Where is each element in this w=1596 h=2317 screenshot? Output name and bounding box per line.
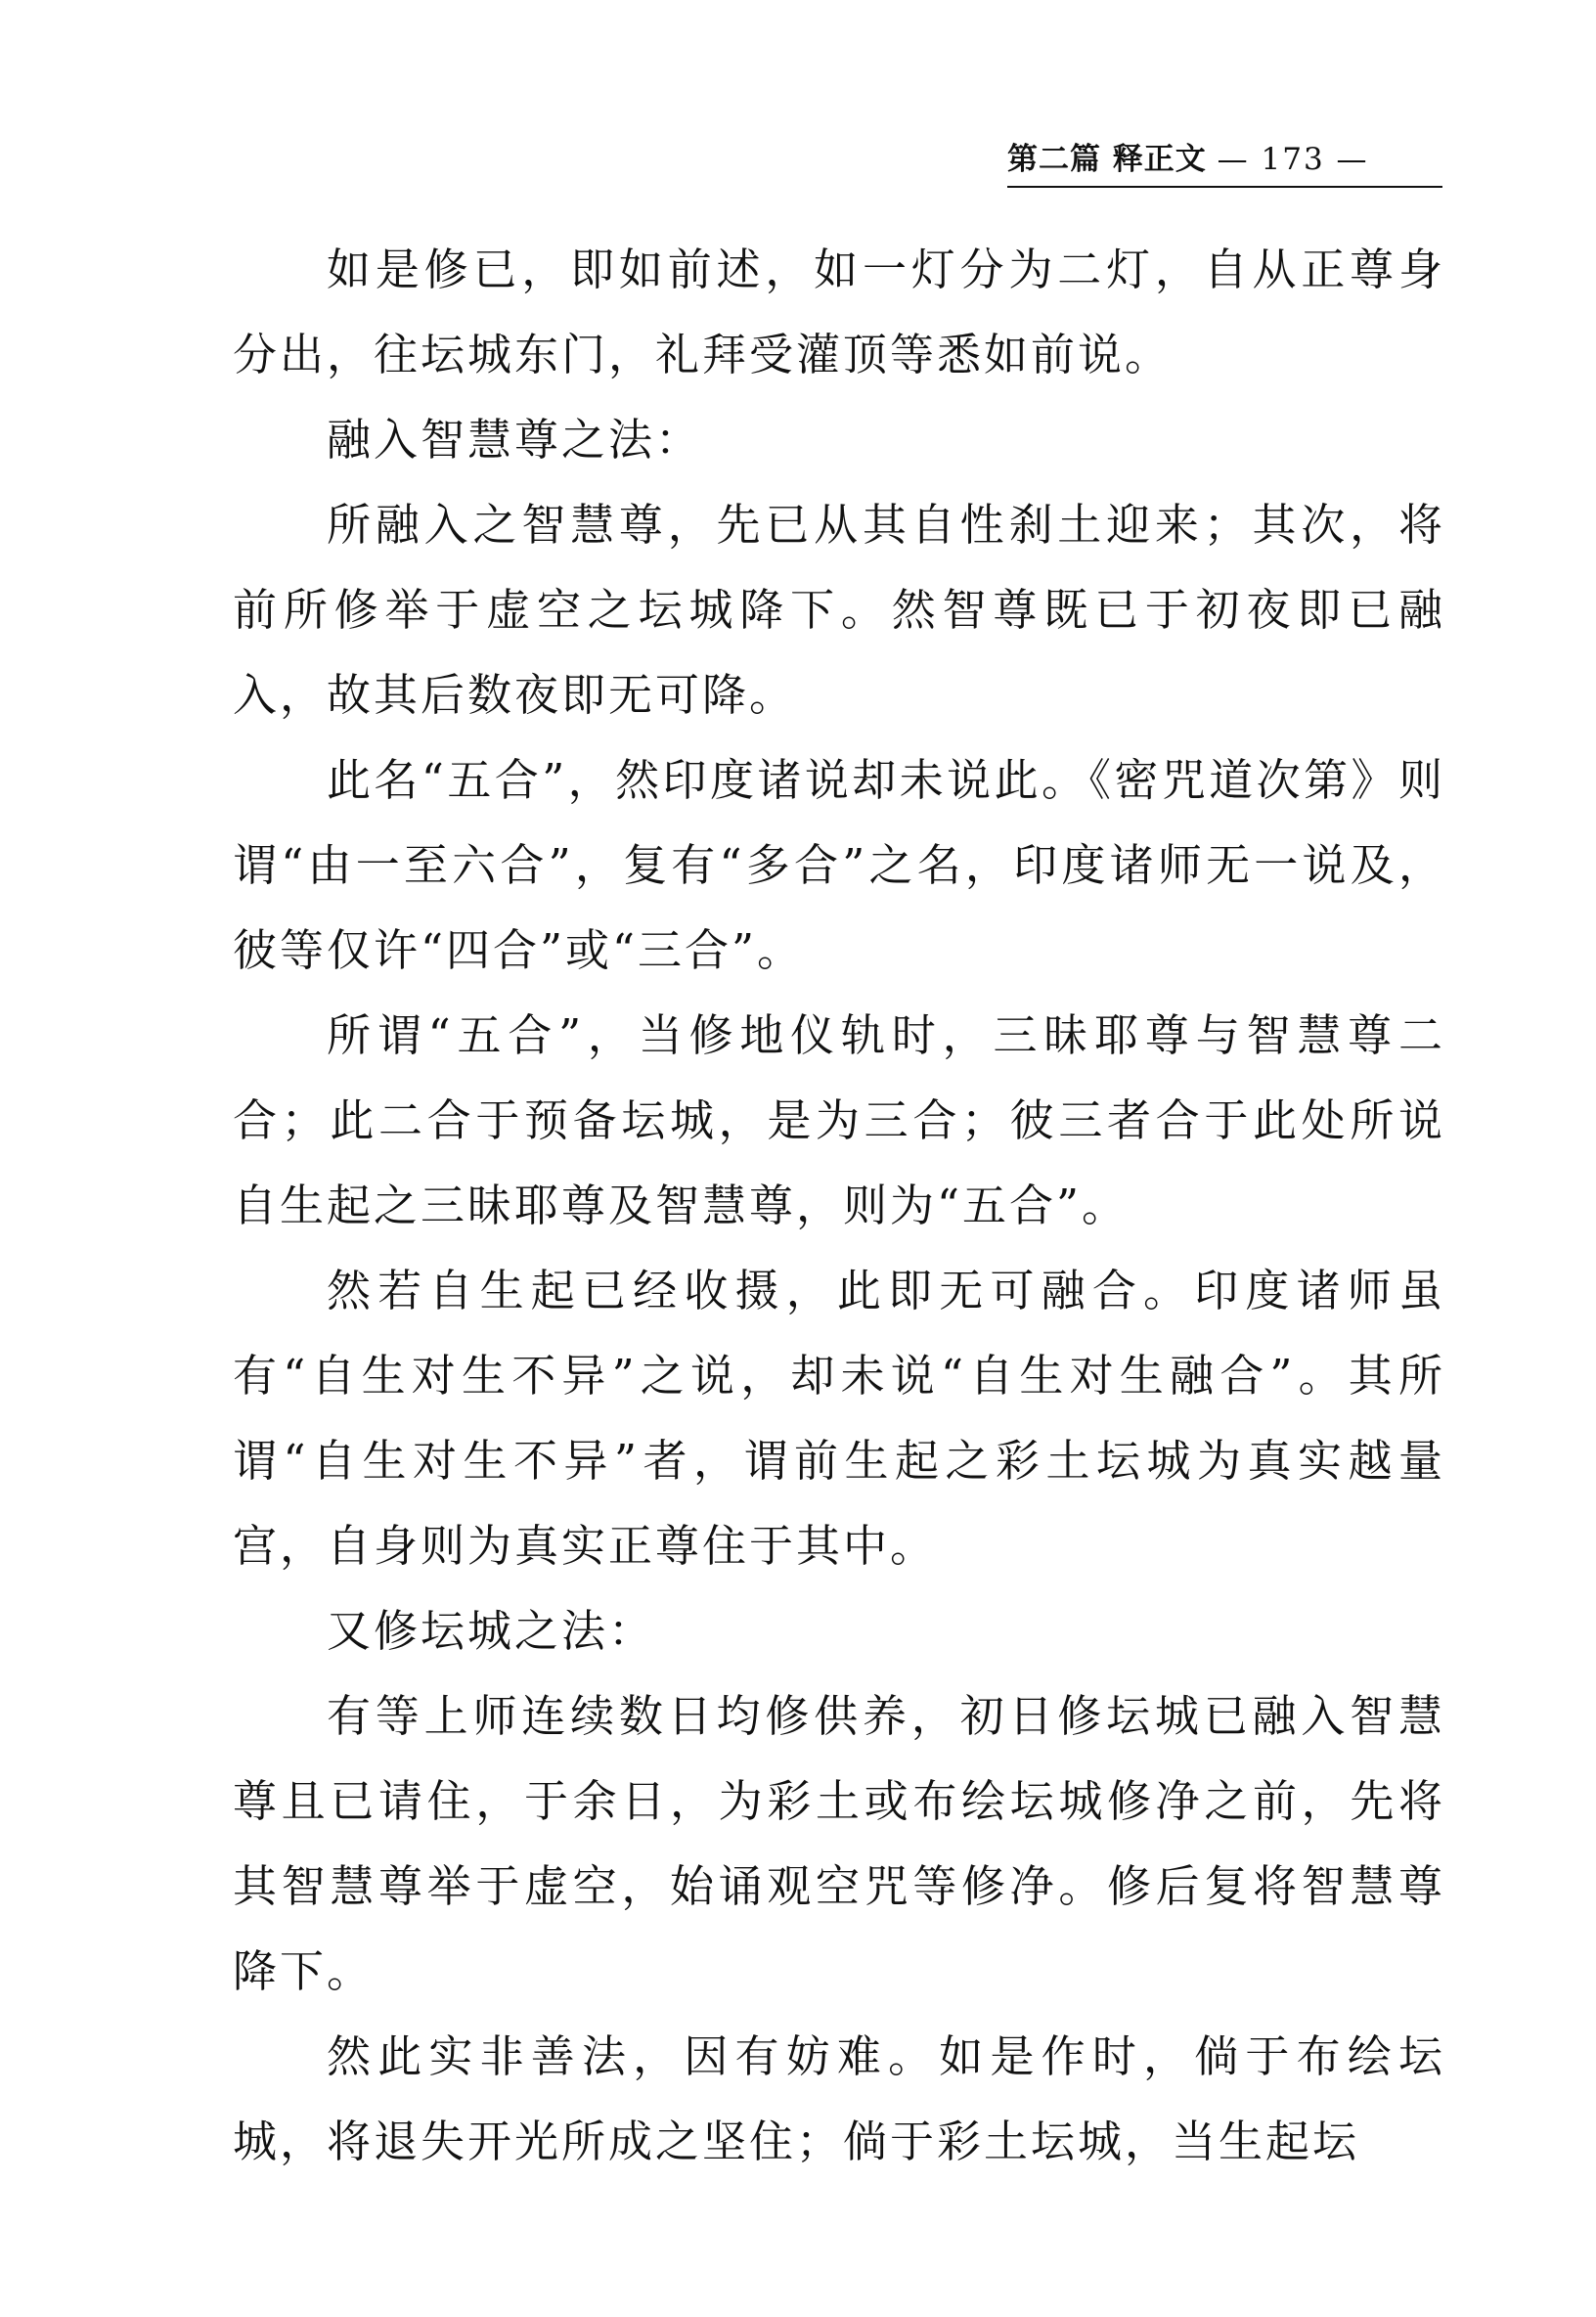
paragraph: 所融入之智慧尊，先已从其自性刹土迎来；其次，将前所修举于虚空之坛城降下。然智尊既已于初夜即已融入，故其后数夜即无可降。 (233, 499, 1445, 721)
section-heading: 融入智慧尊之法： (327, 414, 703, 466)
section-heading: 又修坛城之法： (327, 1605, 656, 1657)
body-text (233, 227, 1445, 2184)
paragraph: 此名“五合”，然印度诸说却未说此。《密咒道次第》则谓“由一至六合”，复有“多合”之名，印度诸师无一说及，彼等仅许“四合”或“三合”。 (233, 754, 1445, 976)
header-rule (1007, 186, 1442, 188)
page-number: — 173 — (1217, 142, 1369, 177)
paragraph: 如是修已，即如前述，如一灯分为二灯，自从正尊身分出，往坛城东门，礼拜受灌顶等悉如前说。 (233, 244, 1445, 380)
paragraph: 所谓“五合”，当修地仪轨时，三昧耶尊与智慧尊二合；此二合于预备坛城，是为三合；彼三者合于此处所说自生起之三昧耶尊及智慧尊，则为“五合”。 (233, 1009, 1445, 1231)
paragraph: 有等上师连续数日均修供养，初日修坛城已融入智慧尊且已请住，于余日，为彩土或布绘坛城修净之前，先将其智慧尊举于虚空，始诵观空咒等修净。修后复将智慧尊降下。 (233, 1690, 1445, 1997)
running-header (1007, 135, 1442, 184)
paragraph: 然若自生起已经收摄，此即无可融合。印度诸师虽有“自生对生不异”之说，却未说“自生对生融合”。其所谓“自生对生不异”者，谓前生起之彩土坛城为真实越量宫，自身则为真实正尊住于其中。 (233, 1265, 1445, 1572)
paragraph: 然此实非善法，因有妨难。如是作时，倘于布绘坛城，将退失开光所成之坚住；倘于彩土坛城，当生起坛 (233, 2030, 1445, 2167)
chapter-title: 第二篇 释正文 (1007, 142, 1207, 177)
